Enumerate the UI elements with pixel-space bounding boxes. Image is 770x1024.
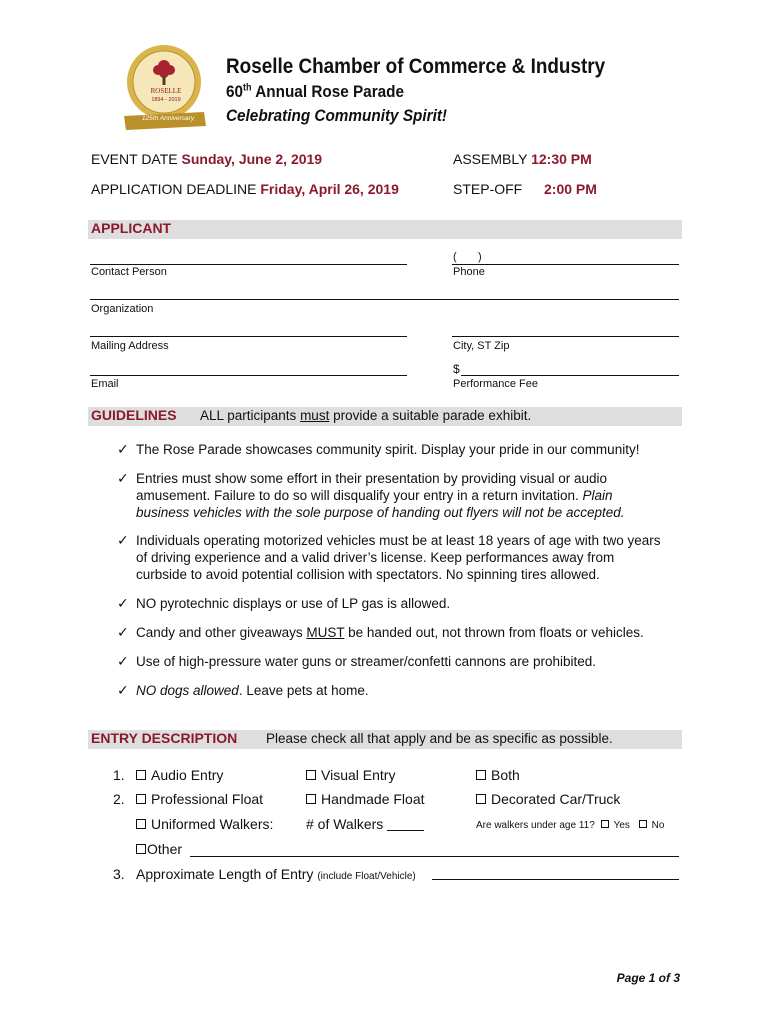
- contact-person-label: Contact Person: [91, 266, 167, 278]
- handmade-float-label: Handmade Float: [321, 791, 425, 807]
- performance-fee-field[interactable]: [461, 375, 679, 376]
- guideline-7-post: . Leave pets at home.: [238, 683, 369, 698]
- logo-years: 1894 - 2019: [151, 97, 181, 103]
- guideline-5-must: MUST: [306, 625, 345, 640]
- audio-entry-label: Audio Entry: [151, 767, 224, 783]
- visual-entry-checkbox[interactable]: [306, 770, 316, 780]
- event-date-value: Sunday, June 2, 2019: [181, 151, 323, 167]
- parade-number: 60: [226, 82, 244, 101]
- handmade-float-checkbox[interactable]: [306, 794, 316, 804]
- number-of-walkers-field[interactable]: [387, 830, 424, 831]
- walkers-under-11-label: Are walkers under age 11?: [476, 820, 595, 831]
- guideline-7: [136, 682, 676, 699]
- check-icon: ✓: [117, 624, 129, 640]
- parade-suffix: th: [243, 82, 252, 94]
- other-option[interactable]: [136, 841, 182, 857]
- number-of-walkers: [306, 816, 424, 832]
- item-number-3: 3.: [113, 866, 125, 882]
- organization-field[interactable]: [90, 299, 679, 300]
- professional-float-checkbox[interactable]: [136, 794, 146, 804]
- page-number: Page 1 of 3: [616, 971, 680, 985]
- contact-person-field[interactable]: [90, 264, 407, 265]
- guideline-3-line-2: of driving experience and a valid driver’s license. Keep performances away from: [136, 550, 615, 565]
- other-checkbox[interactable]: [136, 844, 146, 854]
- guideline-3: [136, 532, 676, 583]
- both-label: Both: [491, 767, 520, 783]
- guideline-2-line-2-italic: Plain: [582, 488, 613, 503]
- parade-name: Annual Rose Parade: [251, 82, 405, 101]
- email-label: Email: [91, 378, 119, 390]
- city-state-zip-field[interactable]: [452, 336, 679, 337]
- organization-label: Organization: [91, 303, 154, 315]
- guideline-7-italic: NO dogs allowed: [136, 683, 239, 698]
- yes-checkbox[interactable]: [601, 820, 609, 828]
- guideline-2: [136, 470, 676, 521]
- guideline-2-line-1: Entries must show some effort in their presentation by providing visual or audio: [136, 471, 607, 486]
- guideline-5: [136, 624, 676, 641]
- decorated-car-option[interactable]: [476, 791, 620, 807]
- parade-title: [226, 82, 404, 102]
- number-of-walkers-label: # of Walkers: [306, 816, 384, 832]
- decorated-car-checkbox[interactable]: [476, 794, 486, 804]
- assembly-value: 12:30 PM: [531, 151, 592, 167]
- handmade-float-option[interactable]: [306, 791, 425, 807]
- guideline-2-line-3: business vehicles with the sole purpose of handing out flyers will not be accepted.: [136, 505, 625, 520]
- no-checkbox[interactable]: [639, 820, 647, 828]
- guidelines-intro-post: provide a suitable parade exhibit.: [329, 408, 532, 423]
- item-number-2: 2.: [113, 791, 125, 807]
- entry-length: [136, 866, 416, 882]
- both-option[interactable]: [476, 767, 520, 783]
- stepoff-label: STEP-OFF: [453, 181, 523, 197]
- entry-length-label: Approximate Length of Entry: [136, 866, 318, 882]
- guideline-5-post: be handed out, not thrown from floats or vehicles.: [344, 625, 644, 640]
- mailing-address-field[interactable]: [90, 336, 407, 337]
- entry-length-field[interactable]: [432, 879, 679, 880]
- guidelines-intro-pre: ALL participants: [200, 408, 301, 423]
- org-title: Roselle Chamber of Commerce & Industry: [226, 55, 606, 78]
- city-state-zip-label: City, ST Zip: [453, 340, 510, 352]
- stepoff-value: 2:00 PM: [544, 181, 597, 197]
- guidelines-intro: [200, 408, 531, 423]
- assembly-label: ASSEMBLY: [453, 151, 532, 167]
- tagline: Celebrating Community Spirit!: [226, 106, 448, 125]
- no-label: No: [651, 820, 665, 831]
- guideline-5-pre: Candy and other giveaways: [136, 625, 307, 640]
- guidelines-intro-must: must: [300, 408, 330, 423]
- visual-entry-option[interactable]: [306, 767, 395, 783]
- entry-intro: Please check all that apply and be as specific as possible.: [266, 731, 613, 746]
- audio-entry-checkbox[interactable]: [136, 770, 146, 780]
- guideline-2-line-2: [136, 487, 676, 504]
- guideline-3-line-1: Individuals operating motorized vehicles must be at least 18 years of age with two years: [136, 533, 661, 548]
- performance-fee-label: Performance Fee: [453, 378, 538, 390]
- check-icon: ✓: [117, 532, 129, 548]
- logo-ribbon: 125th Anniversary: [141, 115, 195, 122]
- both-checkbox[interactable]: [476, 770, 486, 780]
- check-icon: ✓: [117, 595, 129, 611]
- email-field[interactable]: [90, 375, 407, 376]
- mailing-address-label: Mailing Address: [91, 340, 169, 352]
- check-icon: ✓: [117, 653, 129, 669]
- uniformed-walkers-checkbox[interactable]: [136, 819, 146, 829]
- application-deadline: [91, 181, 399, 197]
- deadline-value: Friday, April 26, 2019: [260, 181, 399, 197]
- phone-field[interactable]: [452, 264, 679, 265]
- logo-name: ROSELLE: [150, 87, 182, 95]
- dollar-sign: $: [453, 362, 460, 376]
- entry-length-note: (include Float/Vehicle): [317, 871, 416, 882]
- check-icon: ✓: [117, 682, 129, 698]
- decorated-car-label: Decorated Car/Truck: [491, 791, 621, 807]
- event-date: [91, 151, 322, 167]
- deadline-label: APPLICATION DEADLINE: [91, 181, 261, 197]
- guideline-1: The Rose Parade showcases community spirit. Display your pride in our community!: [136, 442, 640, 457]
- other-field[interactable]: [190, 856, 679, 857]
- other-label: Other: [147, 841, 183, 857]
- phone-label: Phone: [453, 266, 485, 278]
- uniformed-walkers-option[interactable]: [136, 816, 273, 832]
- audio-entry-option[interactable]: [136, 767, 223, 783]
- applicant-band: [88, 220, 682, 239]
- guidelines-heading: GUIDELINES: [91, 407, 177, 423]
- item-number-1: 1.: [113, 767, 125, 783]
- guideline-6: Use of high-pressure water guns or streamer/confetti cannons are prohibited.: [136, 654, 596, 669]
- professional-float-label: Professional Float: [151, 791, 264, 807]
- guideline-4: NO pyrotechnic displays or use of LP gas is allowed.: [136, 596, 451, 611]
- walkers-under-11: [476, 820, 664, 831]
- visual-entry-label: Visual Entry: [321, 767, 396, 783]
- assembly-time: [453, 151, 592, 167]
- uniformed-walkers-label: Uniformed Walkers:: [151, 816, 274, 832]
- check-icon: ✓: [117, 470, 129, 486]
- phone-paren: ( ): [453, 251, 482, 263]
- guideline-3-line-3: curbside to avoid potential collision with spectators. No spinning tires allowed.: [136, 567, 600, 582]
- check-icon: ✓: [117, 441, 129, 457]
- guideline-2-line-2-text: amusement. Failure to do so will disqualify your entry in a return invitation.: [136, 488, 583, 503]
- yes-label: Yes: [613, 820, 630, 831]
- applicant-heading: APPLICANT: [91, 220, 172, 236]
- professional-float-option[interactable]: [136, 791, 263, 807]
- entry-heading: ENTRY DESCRIPTION: [91, 730, 238, 746]
- event-date-label: EVENT DATE: [91, 151, 182, 167]
